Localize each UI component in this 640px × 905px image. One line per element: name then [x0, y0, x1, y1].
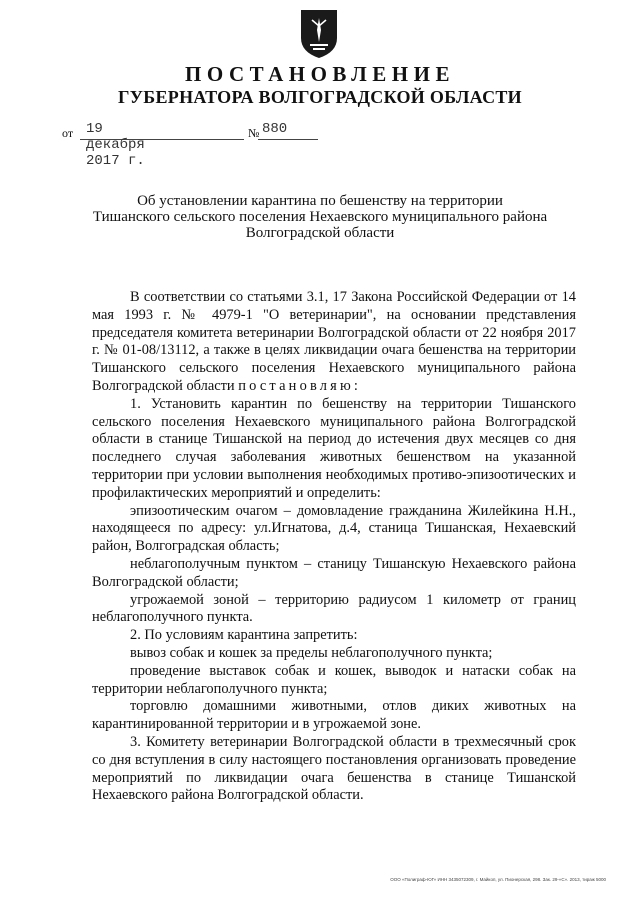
- document-date: 19 декабря 2017 г.: [86, 121, 145, 169]
- number-underline: [258, 139, 318, 140]
- clause-2-export-ban: вывоз собак и кошек за пределы неблагополучного пункта;: [130, 644, 493, 661]
- title-line: Об установлении карантина по бешенству на территории: [137, 193, 503, 209]
- clause-1-focus: эпизоотическим очагом – домовладение гражданина Жилейкина Н.Н., находящееся по адресу: ул.Игнатова, д.4, станица Тишанская, Нехаевский район, Волгоградская область;: [92, 502, 576, 555]
- title-line: Волгоградской области: [245, 225, 395, 241]
- decree-word: постановляю:: [238, 377, 362, 394]
- clause-2-exhibitions-ban: проведение выставок собак и кошек, выводок и натаски собак на территории неблагополучного пункта;: [92, 662, 576, 697]
- number-prefix: №: [248, 126, 260, 140]
- issuer-title: ГУБЕРНАТОРА ВОЛГОГРАДСКОЙ ОБЛАСТИ: [118, 87, 522, 107]
- clause-2: 2. По условиям карантина запретить:: [130, 627, 358, 644]
- title-line: Тишанского сельского поселения Нехаевского муниципального района: [92, 209, 548, 225]
- document-number: 880: [262, 121, 288, 137]
- clause-2-trade-ban: торговлю домашними животными, отлов диких животных на карантинированной территории и в угрожаемой зоне.: [92, 698, 576, 733]
- document-title: [70, 193, 570, 241]
- document-type: ПОСТАНОВЛЕНИЕ: [185, 62, 455, 86]
- clause-1: 1. Установить карантин по бешенству на территории Тишанского сельского поселения Нехаевского муниципального района Волгоградской области в станице Тишанской на период до истечения двух месяцев со дня последнего случая заболевания животных бешенством на указанной территории при условии выполнения необходимых противо-эпизоотических и профилактических мероприятий и определить:: [92, 395, 576, 501]
- date-prefix: от: [62, 126, 74, 140]
- clause-3: 3. Комитету ветеринарии Волгоградской области в трехмесячный срок со дня вступления в силу настоящего постановления организовать проведение мероприятий по ликвидации очага бешенства в станице Тишанской Нехаевского района Волгоградской области.: [92, 733, 576, 804]
- preamble-text: В соответствии со статьями 3.1, 17 Закона Российской Федерации от 14 мая 1993 г. № 4979-1 "О ветеринарии", на основании представления председателя комитета ветеринарии Волгоградской области от 22 ноября 2017 г. № 01-08/13112, а также в целях ликвидации очага бешенства на территории Тишанского сельского поселения Нехаевского муниципального района Волгоградской области: [92, 289, 576, 394]
- clause-1-unsafe-point: неблагополучным пунктом – станицу Тишанскую Нехаевского района Волгоградской области;: [92, 555, 576, 590]
- clause-1-threat-zone: угрожаемой зоной – территорию радиусом 1 километр от границ неблагополучного пункта.: [92, 591, 576, 626]
- document-body: [92, 289, 576, 805]
- preamble-paragraph: [92, 289, 576, 396]
- print-imprint: ООО «Полиграф-ЮГ» ИНН 3435072309, г. Майкоп, ул. Пионерская, 298. Зак. 29-«С». 2013, тираж 5000: [390, 877, 606, 882]
- coat-of-arms-icon: [298, 8, 340, 60]
